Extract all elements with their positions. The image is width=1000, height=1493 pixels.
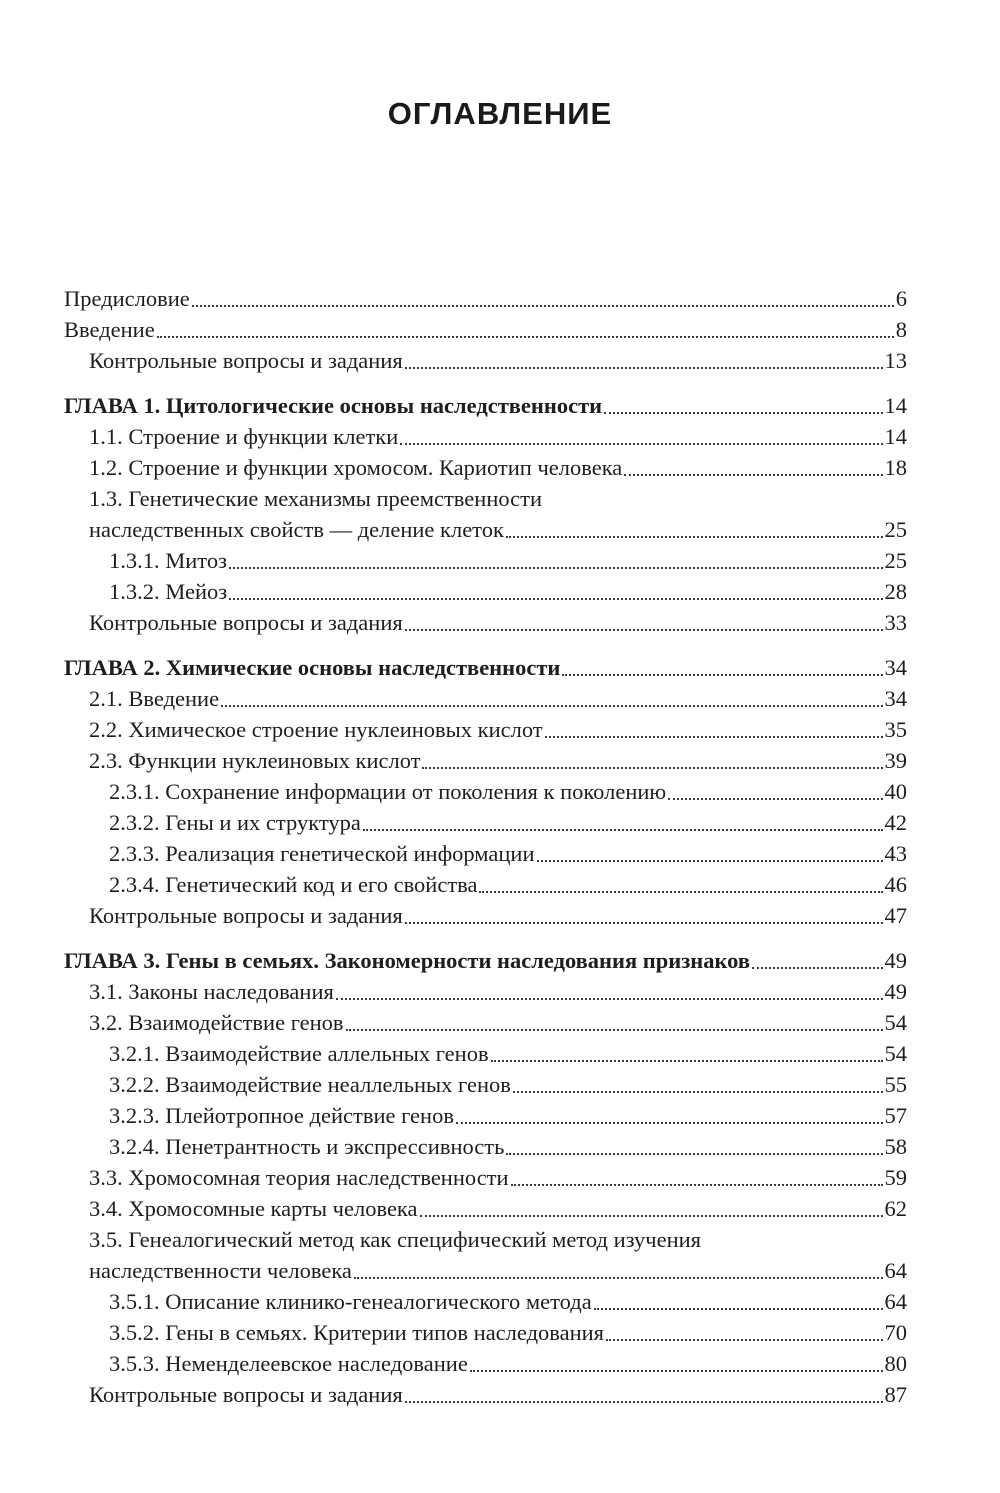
toc-entry-title: наследственности человека [89,1258,352,1283]
toc-page-number: 8 [895,317,907,342]
dot-leader [405,922,883,924]
dot-leader [229,598,882,600]
dot-leader [624,474,882,476]
toc-entry-title: 3.3. Хромосомная теория наследственности [89,1165,509,1190]
toc-entry[interactable] [64,1100,907,1131]
toc-entry-title: 1.3. Генетические механизмы преемственности [89,486,543,511]
dot-leader [470,1370,883,1372]
toc-page-number: 39 [884,748,907,773]
toc-entry[interactable] [64,745,907,776]
dot-leader [192,305,894,307]
dot-leader [456,1122,883,1124]
toc-page-number: 34 [884,655,907,680]
toc-page-number: 70 [884,1320,907,1345]
dot-leader [405,629,883,631]
toc-entry-title: 1.3.1. Митоз [109,548,227,573]
toc-page-number: 54 [884,1041,907,1066]
toc-page-number: 47 [884,903,907,928]
toc-page-number: 64 [884,1258,907,1283]
dot-leader [506,536,883,538]
toc-entry[interactable] [64,1038,907,1069]
dot-leader [506,1153,882,1155]
toc-entry-title: ГЛАВА 1. Цитологические основы наследственности [64,393,603,418]
toc-page-number: 64 [884,1289,907,1314]
toc-page-number: 25 [884,517,907,542]
toc-page-number: 18 [884,455,907,480]
dot-leader [420,1215,883,1217]
toc-page-number: 33 [884,610,907,635]
toc-entry-title: наследственных свойств — деление клеток [89,517,504,542]
toc-entry[interactable] [64,1286,907,1317]
dot-leader [405,1401,883,1403]
page-title: ОГЛАВЛЕНИЕ [387,96,613,131]
dot-leader [405,367,883,369]
toc-page-number: 43 [884,841,907,866]
dot-leader [346,1029,883,1031]
toc-entry[interactable] [64,1007,907,1038]
toc-page-number: 25 [884,548,907,573]
toc-entry-title: 2.1. Введение [89,686,220,711]
toc-page-number: 6 [895,286,907,311]
toc-page-number: 57 [884,1103,907,1128]
toc-entry[interactable] [64,976,907,1007]
toc-entry[interactable] [64,1379,907,1410]
toc-entry[interactable] [64,900,907,931]
toc-entry-title: Контрольные вопросы и задания [89,610,403,635]
toc-entry-title: 3.5.2. Гены в семьях. Критерии типов наследования [109,1320,605,1345]
toc-entry-title: 3.5. Генеалогический метод как специфический метод изучения [89,1227,702,1252]
toc-page-number: 49 [884,979,907,1004]
toc-entry[interactable] [64,1193,907,1224]
dot-leader [491,1060,883,1062]
dot-leader [604,412,882,414]
toc-entry[interactable] [64,838,907,869]
toc-entry[interactable] [64,683,907,714]
toc-page-number: 28 [884,579,907,604]
dot-leader [562,674,882,676]
dot-leader [513,1091,883,1093]
toc-entry[interactable] [64,1162,907,1193]
toc-page-number: 87 [884,1382,907,1407]
dot-leader [354,1277,883,1279]
toc-entry[interactable] [64,314,907,345]
dot-leader [400,443,882,445]
toc-page-number: 62 [884,1196,907,1221]
toc-entry-title: 1.1. Строение и функции клетки [89,424,399,449]
toc-entry[interactable] [64,1131,907,1162]
toc-entry-title: 3.5.3. Неменделеевское наследование [109,1351,468,1376]
toc-entry[interactable] [64,1224,907,1255]
toc-page-number: 55 [884,1072,907,1097]
toc-page-number: 14 [884,393,907,418]
dot-leader [336,998,883,1000]
toc-entry[interactable] [64,514,907,545]
toc-entry[interactable] [64,776,907,807]
toc-chapter-entry[interactable] [64,390,907,421]
toc-entry[interactable] [64,421,907,452]
table-of-contents [64,283,907,1410]
toc-entry[interactable] [64,807,907,838]
toc-entry-title: Предисловие [64,286,190,311]
toc-entry-title: ГЛАВА 3. Гены в семьях. Закономерности наследования признаков [64,948,750,973]
toc-entry-title: 3.2.1. Взаимодействие аллельных генов [109,1041,489,1066]
toc-entry-title: 3.2.3. Плейотропное действие генов [109,1103,454,1128]
toc-entry[interactable] [64,1255,907,1286]
toc-entry-title: 2.3. Функции нуклеиновых кислот [89,748,421,773]
toc-entry-title: ГЛАВА 2. Химические основы наследственности [64,655,561,680]
dot-leader [594,1308,883,1310]
toc-page-number: 13 [884,348,907,373]
dot-leader [668,798,882,800]
toc-entry[interactable] [64,283,907,314]
dot-leader [422,767,882,769]
toc-entry-title: Введение [64,317,155,342]
dot-leader [157,336,894,338]
toc-entry-title: 1.3.2. Мейоз [109,579,228,604]
toc-entry-title: 3.5.1. Описание клинико-генеалогического метода [109,1289,592,1314]
toc-entry[interactable] [64,483,907,514]
toc-entry[interactable] [64,345,907,376]
toc-entry[interactable] [64,576,907,607]
toc-entry-title: 2.2. Химическое строение нуклеиновых кислот [89,717,543,742]
toc-entry[interactable] [64,1317,907,1348]
toc-entry-title: Контрольные вопросы и задания [89,1382,403,1407]
toc-page-number: 54 [884,1010,907,1035]
toc-entry-title: 2.3.3. Реализация генетической информации [109,841,535,866]
dot-leader [545,736,883,738]
toc-entry-title: 2.3.2. Гены и их структура [109,810,361,835]
toc-entry-title: 2.3.4. Генетический код и его свойства [109,872,478,897]
toc-page-number: 59 [884,1165,907,1190]
toc-page-number: 58 [884,1134,907,1159]
toc-page-number: 46 [884,872,907,897]
toc-entry[interactable] [64,1069,907,1100]
toc-entry[interactable] [64,545,907,576]
toc-entry-title: 3.4. Хромосомные карты человека [89,1196,418,1221]
toc-entry-title: 2.3.1. Сохранение информации от поколения к поколению [109,779,667,804]
toc-chapter-entry[interactable] [64,652,907,683]
toc-page-number: 42 [884,810,907,835]
toc-entry[interactable] [64,452,907,483]
toc-entry-title: 3.1. Законы наследования [89,979,334,1004]
toc-page-number: 35 [884,717,907,742]
dot-leader [752,967,883,969]
toc-page-number: 34 [884,686,907,711]
toc-entry[interactable] [64,1348,907,1379]
toc-entry-title: Контрольные вопросы и задания [89,903,403,928]
toc-page-number: 49 [884,948,907,973]
toc-page-number: 40 [884,779,907,804]
dot-leader [221,705,882,707]
toc-entry[interactable] [64,607,907,638]
toc-page-number: 14 [884,424,907,449]
dot-leader [537,860,883,862]
dot-leader [606,1339,882,1341]
toc-chapter-entry[interactable] [64,945,907,976]
dot-leader [363,829,883,831]
dot-leader [479,891,882,893]
toc-entry[interactable] [64,714,907,745]
toc-entry-title: 1.2. Строение и функции хромосом. Кариотип человека [89,455,623,480]
toc-entry-title: Контрольные вопросы и задания [89,348,403,373]
toc-entry-title: 3.2.2. Взаимодействие неаллельных генов [109,1072,511,1097]
dot-leader [511,1184,883,1186]
toc-entry[interactable] [64,869,907,900]
toc-page-number: 80 [884,1351,907,1376]
toc-entry-title: 3.2. Взаимодействие генов [89,1010,344,1035]
toc-entry-title: 3.2.4. Пенетрантность и экспрессивность [109,1134,505,1159]
dot-leader [229,567,883,569]
